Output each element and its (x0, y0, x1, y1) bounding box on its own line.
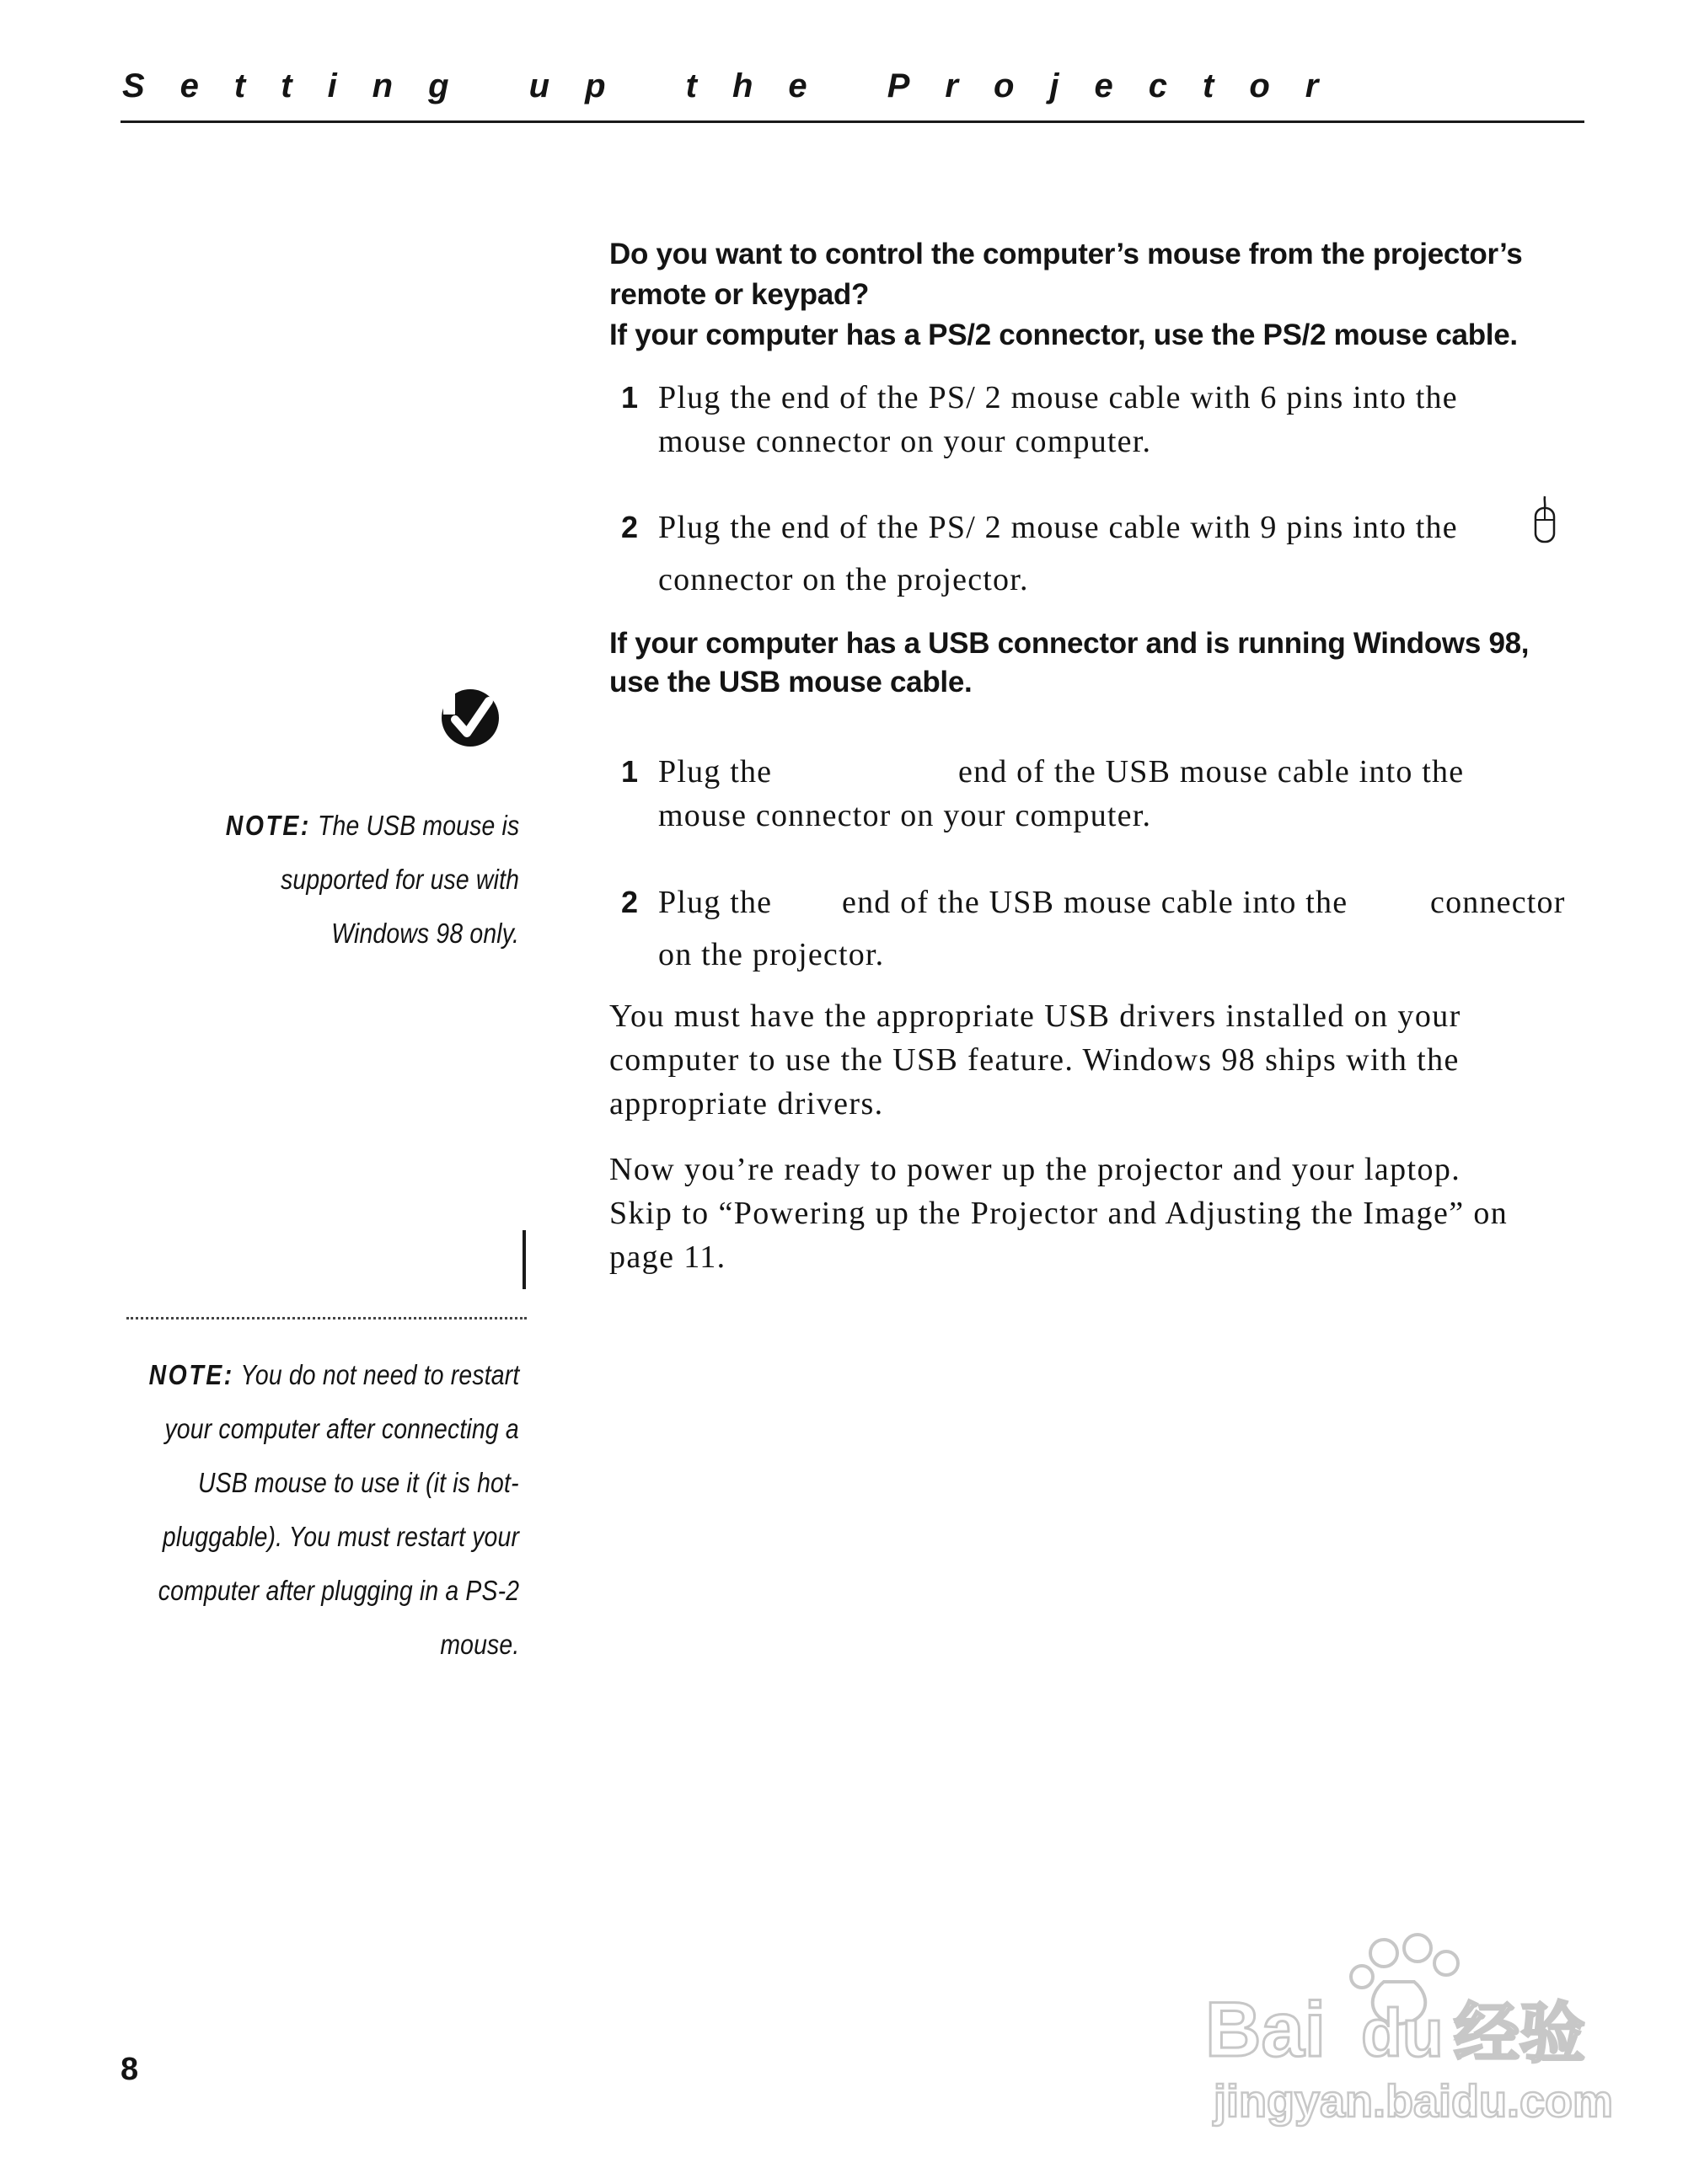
step-text: Plug the (658, 885, 773, 920)
mouse-port-icon (1532, 495, 1557, 547)
restart-note-line2: your computer after connecting a (164, 1413, 519, 1444)
step-text: on the projector. (658, 937, 885, 972)
svg-text:jingyan.baidu.com: jingyan.baidu.com (1214, 2076, 1614, 2127)
note-text: The USB mouse is (317, 810, 519, 841)
next-paragraph-line2: Skip to “Powering up the Projector and Adjusting the Image” on (609, 1196, 1509, 1231)
restart-note-line1 (148, 1348, 519, 1402)
restart-note-line4: pluggable). You must restart your (162, 1521, 519, 1552)
drivers-paragraph-line1: You must have the appropriate USB drivers installed on your (609, 998, 1461, 1034)
usb-note-line3: Windows 98 only. (331, 918, 519, 949)
margin-bar (523, 1230, 526, 1289)
usb-note-line2: supported for use with (280, 864, 519, 895)
step-text: connector on the projector. (658, 562, 1029, 597)
step-text: end of the USB mouse cable into the (958, 754, 1465, 790)
svg-text:Bai: Bai (1205, 1987, 1327, 2073)
step-number: 1 (621, 380, 639, 415)
usb-note-line1 (225, 799, 519, 853)
svg-text:du: du (1361, 1995, 1444, 2070)
drivers-paragraph-line3: appropriate drivers. (609, 1086, 884, 1121)
step-number: 2 (621, 885, 639, 919)
step-text: Plug the end of the PS/ 2 mouse cable with 6 pins into the (658, 380, 1458, 415)
note-label: NOTE: (225, 810, 311, 841)
dotted-divider (126, 1317, 527, 1320)
step-text: mouse connector on your computer. (658, 424, 1152, 459)
mouse-question-line2: remote or keypad? (609, 278, 870, 311)
next-paragraph-line3: page 11. (609, 1239, 726, 1275)
step-text: connector (1430, 885, 1566, 920)
baidu-watermark-logo (1197, 1930, 1618, 2132)
note-text: You do not need to restart (239, 1359, 519, 1390)
step-text: mouse connector on your computer. (658, 798, 1152, 833)
next-paragraph-line1: Now you’re ready to power up the projector and your laptop. (609, 1152, 1461, 1187)
restart-note-line5: computer after plugging in a PS-2 (158, 1575, 519, 1606)
step-number: 1 (621, 754, 639, 789)
mouse-question-line1: Do you want to control the computer’s mouse from the projector’s (609, 238, 1523, 270)
svg-text:经验: 经验 (1454, 1996, 1586, 2072)
step-text: end of the USB mouse cable into the (842, 885, 1348, 920)
drivers-paragraph-line2: computer to use the USB feature. Windows 98 ships with the (609, 1042, 1460, 1078)
usb-heading-line1: If your computer has a USB connector and is running Windows 98, (609, 627, 1530, 660)
step-text: Plug the (658, 754, 773, 790)
running-header: Setting up the Projector (122, 67, 1354, 104)
note-label: NOTE: (148, 1359, 234, 1390)
ps2-heading: If your computer has a PS/2 connector, use the PS/2 mouse cable. (609, 318, 1518, 351)
step-text: Plug the end of the PS/ 2 mouse cable with 9 pins into the (658, 510, 1458, 545)
checkmark-note-icon (437, 682, 504, 750)
restart-note-line6: mouse. (439, 1629, 519, 1660)
page-number: 8 (121, 2052, 139, 2087)
usb-heading-line2: use the USB mouse cable. (609, 666, 973, 699)
header-rule (121, 120, 1584, 123)
step-number: 2 (621, 510, 639, 544)
restart-note-line3: USB mouse to use it (it is hot- (198, 1467, 519, 1498)
